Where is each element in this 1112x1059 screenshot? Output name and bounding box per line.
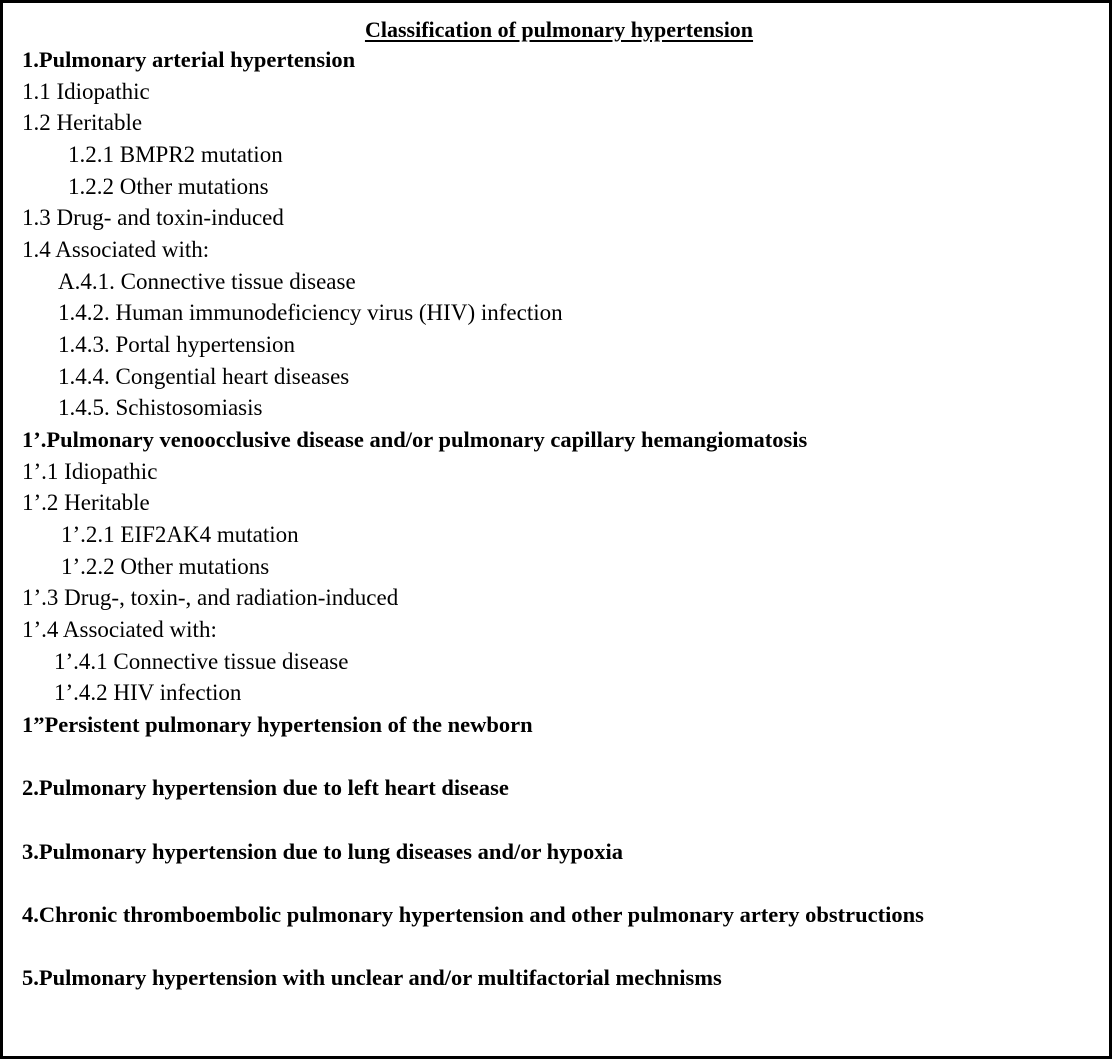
list-item: 1.4.4. Congential heart diseases (58, 364, 350, 389)
list-item: 1.4.5. Schistosomiasis (58, 395, 263, 420)
list-item: A.4.1. Connective tissue disease (58, 269, 356, 294)
list-item: 1.Pulmonary arterial hypertension (22, 47, 356, 72)
list-item: 1’.1 Idiopathic (22, 459, 158, 484)
list-item: 1.3 Drug- and toxin-induced (22, 205, 284, 230)
list-item: 1”Persistent pulmonary hypertension of the newborn (22, 712, 533, 737)
page-title: Classification of pulmonary hypertension (364, 17, 754, 42)
list-item: 1.4 Associated with: (22, 237, 210, 262)
list-item: 4.Chronic thromboembolic pulmonary hypertension and other pulmonary artery obstructions (22, 902, 924, 927)
list-item: 1’.2 Heritable (22, 490, 150, 515)
list-item: 5.Pulmonary hypertension with unclear and/or multifactorial mechnisms (22, 965, 722, 990)
list-item: 1.1 Idiopathic (22, 79, 150, 104)
list-item: 1’.4 Associated with: (22, 617, 217, 642)
list-item: 1.4.3. Portal hypertension (58, 332, 295, 357)
list-item: 1.2.2 Other mutations (68, 174, 269, 199)
list-item: 1.2 Heritable (22, 110, 143, 135)
list-item: 1’.2.2 Other mutations (61, 554, 270, 579)
list-item: 1’.2.1 EIF2AK4 mutation (61, 522, 299, 547)
list-item: 1’.3 Drug-, toxin-, and radiation-induced (22, 585, 399, 610)
list-item: 1.2.1 BMPR2 mutation (68, 142, 283, 167)
list-item: 1.4.2. Human immunodeficiency virus (HIV) infection (58, 300, 563, 325)
list-item: 1’.Pulmonary venoocclusive disease and/or pulmonary capillary hemangiomatosis (22, 427, 808, 452)
list-item: 1’.4.2 HIV infection (54, 680, 242, 705)
list-item: 1’.4.1 Connective tissue disease (54, 649, 349, 674)
list-item: 3.Pulmonary hypertension due to lung diseases and/or hypoxia (22, 839, 623, 864)
list-item: 2.Pulmonary hypertension due to left heart disease (22, 775, 509, 800)
